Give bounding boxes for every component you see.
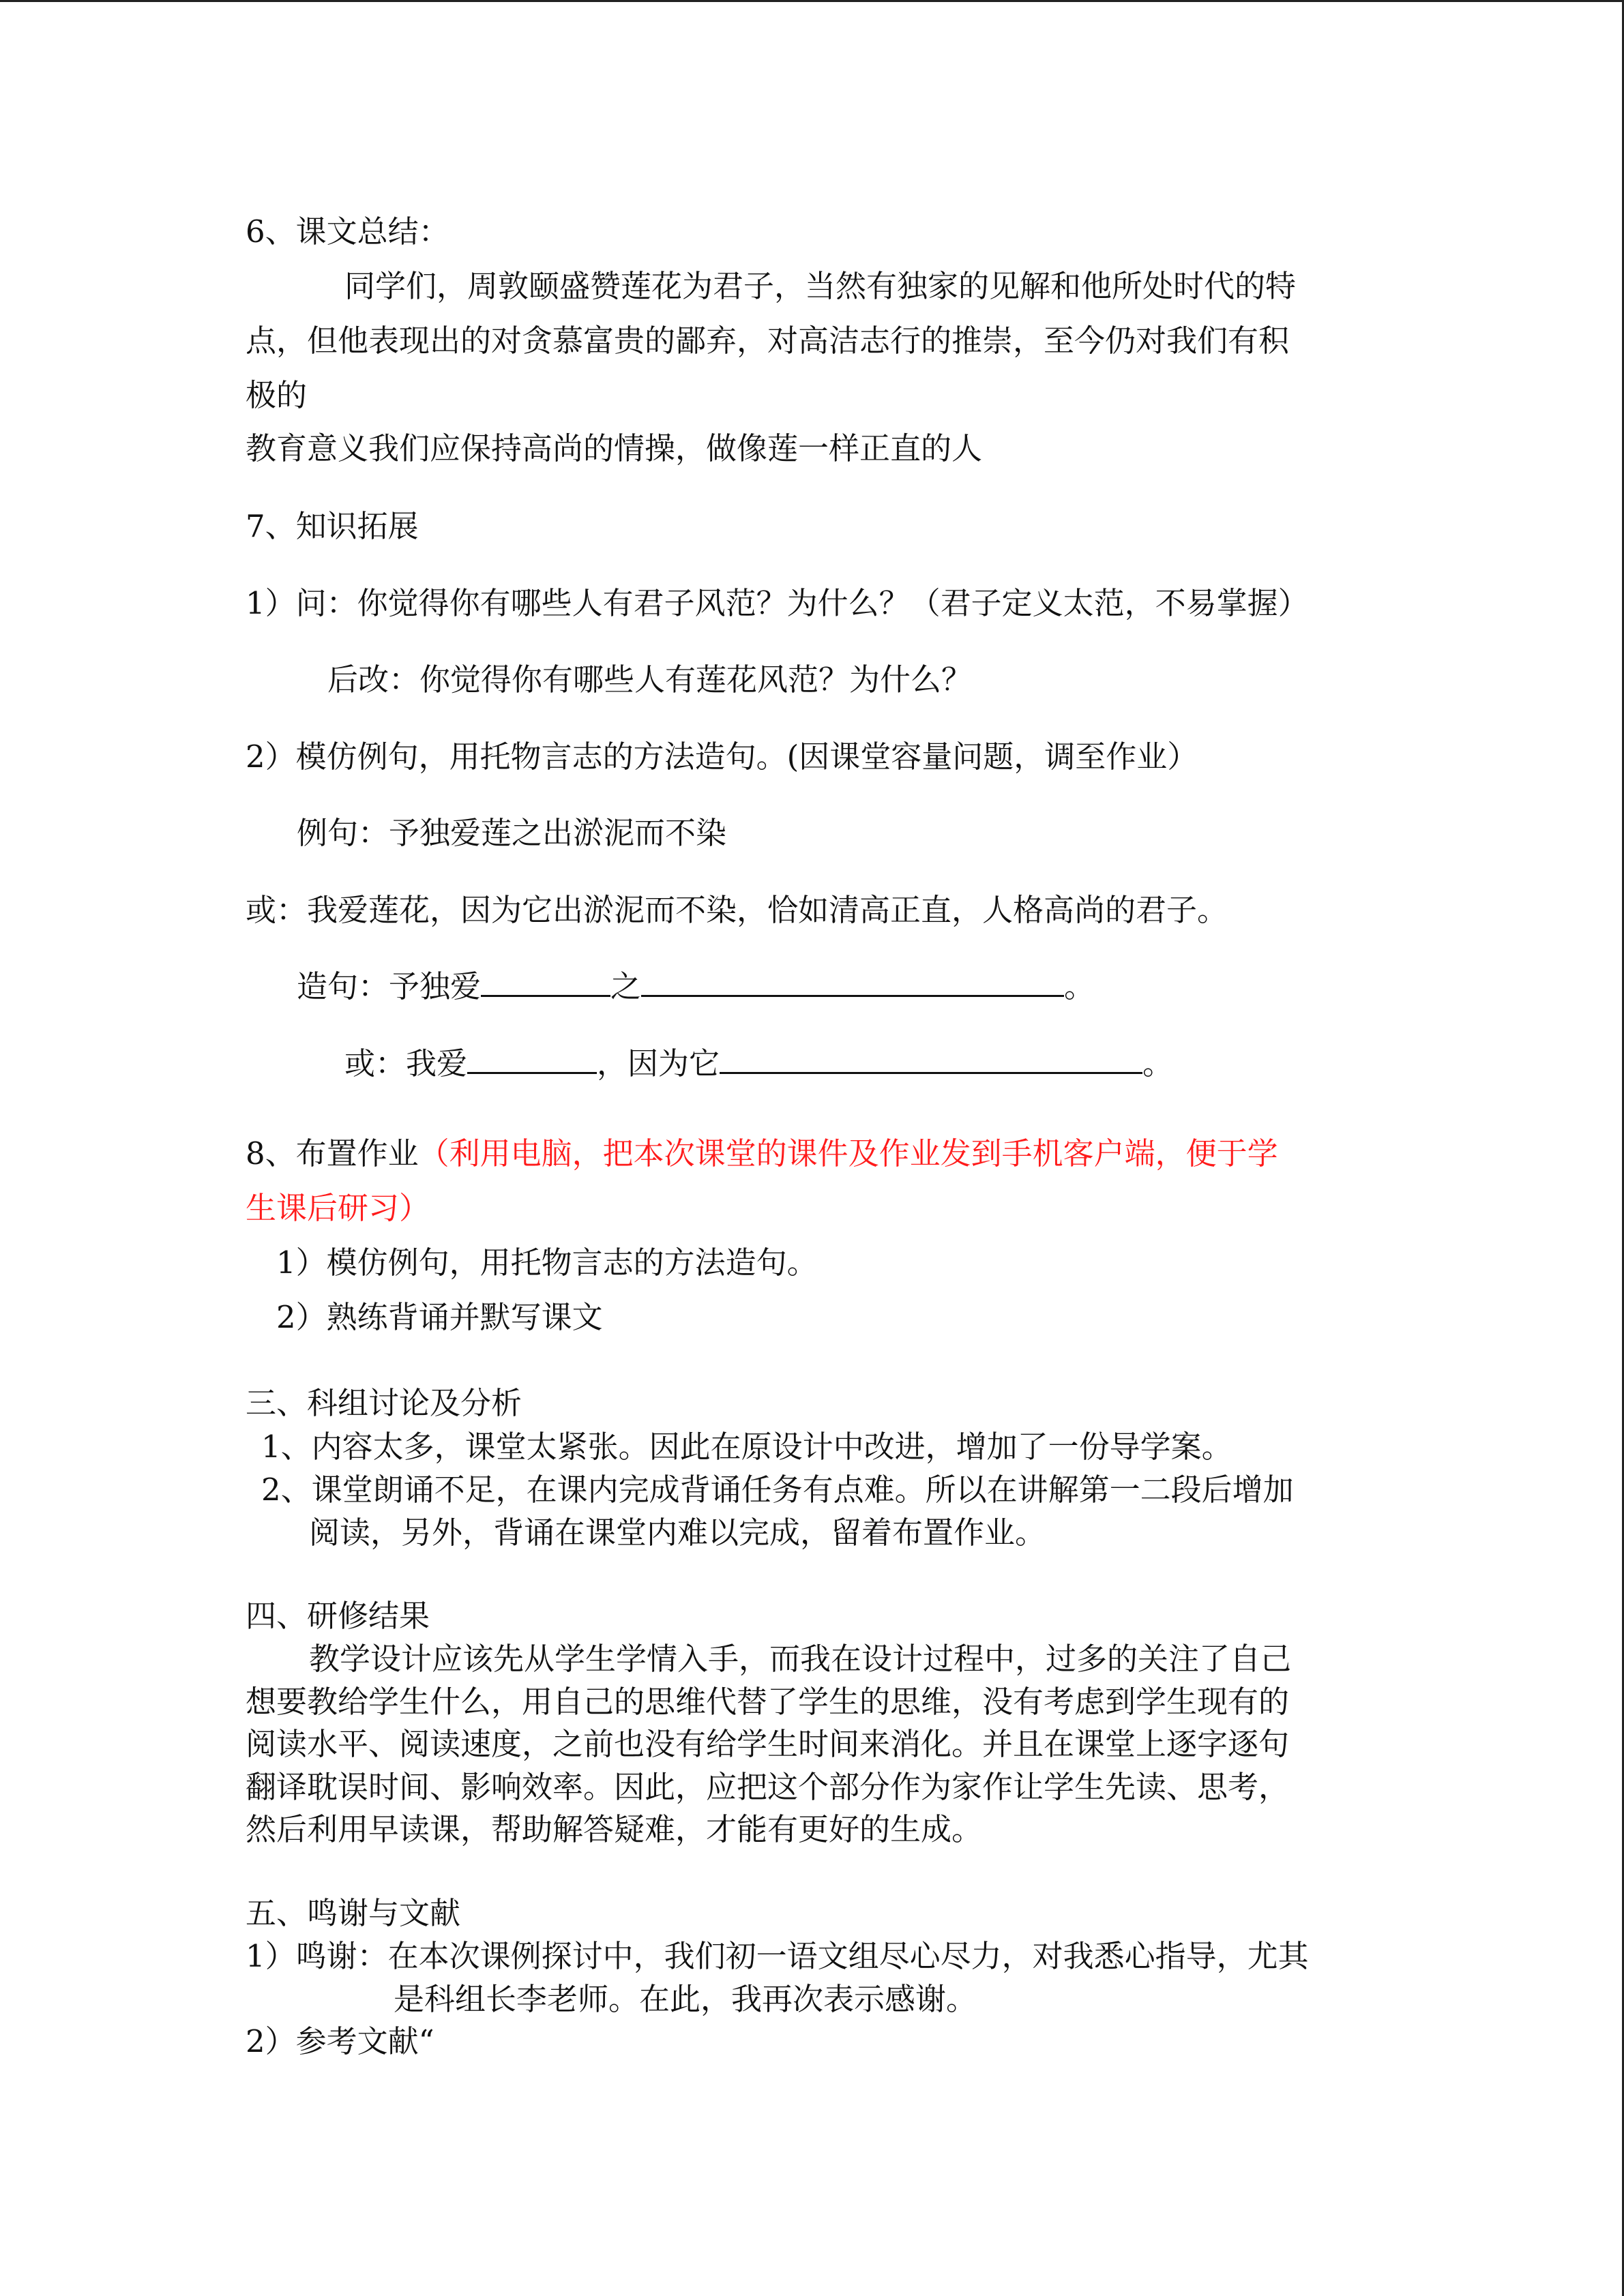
part-4-heading: 四、研修结果 [246,1598,430,1634]
acknowledgement-line-2: 是科组长李老师。在此，我再次表示感谢。 [394,1981,977,2017]
homework-note-line-2: 生课后研习） [246,1190,430,1226]
sentence-exercise-1-middle: 之 [610,968,642,1004]
fill-blank-2 [641,968,1064,997]
references-heading: 2）参考文献“ [246,2023,434,2059]
part-5-heading: 五、鸣谢与文献 [246,1895,461,1931]
alternative-sentence: 或：我爱莲花，因为它出淤泥而不染，恰如清高正直，人格高尚的君子。 [246,892,1228,928]
section-6-paragraph-line-2: 点，但他表现出的对贪慕富贵的鄙弃，对高洁志行的推崇，至今仍对我们有积 [246,323,1290,359]
question-2: 2）模仿例句，用托物言志的方法造句。(因课堂容量问题，调至作业） [246,739,1198,775]
part-4-line-5: 然后利用早读课，帮助解答疑难，才能有更好的生成。 [246,1811,983,1847]
homework-item-2: 2）熟练背诵并默写课文 [276,1299,603,1335]
part-4-line-3: 阅读水平、阅读速度，之前也没有给学生时间来消化。并且在课堂上逐字逐句 [246,1726,1290,1762]
part-4-line-4: 翻译耽误时间、影响效率。因此，应把这个部分作为家作让学生先读、思考， [246,1769,1290,1805]
section-6-paragraph-line-3: 极的 [246,377,308,413]
section-8-heading: 8、布置作业 [246,1135,419,1172]
sentence-exercise-2-end: 。 [1142,1045,1174,1082]
sentence-exercise-2-prefix: 或：我爱 [344,1045,468,1082]
part-3-item-1: 1、内容太多，课堂太紧张。因此在原设计中改进，增加了一份导学案。 [261,1429,1232,1465]
fill-blank-3 [467,1045,597,1074]
fill-blank-1 [481,968,610,997]
section-8-line-1 [246,1133,1278,1174]
example-sentence: 例句：予独爱莲之出淤泥而不染 [297,815,727,851]
section-6-heading: 6、课文总结： [246,213,449,250]
homework-item-1: 1）模仿例句，用托物言志的方法造句。 [276,1244,818,1281]
section-7-heading: 7、知识拓展 [246,508,419,544]
question-1-revised: 后改：你觉得你有哪些人有莲花风范？为什么？ [327,661,973,698]
sentence-exercise-1-prefix: 造句：予独爱 [297,968,482,1004]
sentence-exercise-1 [297,966,1095,1007]
sentence-exercise-2 [344,1043,1173,1084]
sentence-exercise-1-end: 。 [1064,968,1095,1004]
fill-blank-4 [720,1045,1142,1074]
sentence-exercise-2-middle: ，因为它 [597,1045,720,1082]
question-1: 1）问：你觉得你有哪些人有君子风范？为什么？（君子定义太范，不易掌握） [246,585,1309,621]
homework-note-line-1: （利用电脑，把本次课堂的课件及作业发到手机客户端，便于学 [418,1135,1278,1172]
part-3-heading: 三、科组讨论及分析 [246,1385,522,1421]
part-3-item-2-line-2: 阅读，另外，背诵在课堂内难以完成，留着布置作业。 [309,1515,1046,1551]
part-3-item-2-line-1: 2、课堂朗诵不足，在课内完成背诵任务有点难。所以在讲解第一二段后增加 [261,1472,1294,1508]
part-4-line-2: 想要教给学生什么，用自己的思维代替了学生的思维，没有考虑到学生现有的 [246,1684,1290,1720]
section-6-paragraph-line-1: 同学们，周敦颐盛赞莲花为君子，当然有独家的见解和他所处时代的特 [344,268,1297,304]
section-6-paragraph-line-4: 教育意义我们应保持高尚的情操，做像莲一样正直的人 [246,430,983,466]
acknowledgement-line-1: 1）鸣谢：在本次课例探讨中，我们初一语文组尽心尽力，对我悉心指导，尤其 [246,1938,1309,1974]
part-4-line-1: 教学设计应该先从学生学情入手，而我在设计过程中，过多的关注了自己 [309,1641,1292,1677]
